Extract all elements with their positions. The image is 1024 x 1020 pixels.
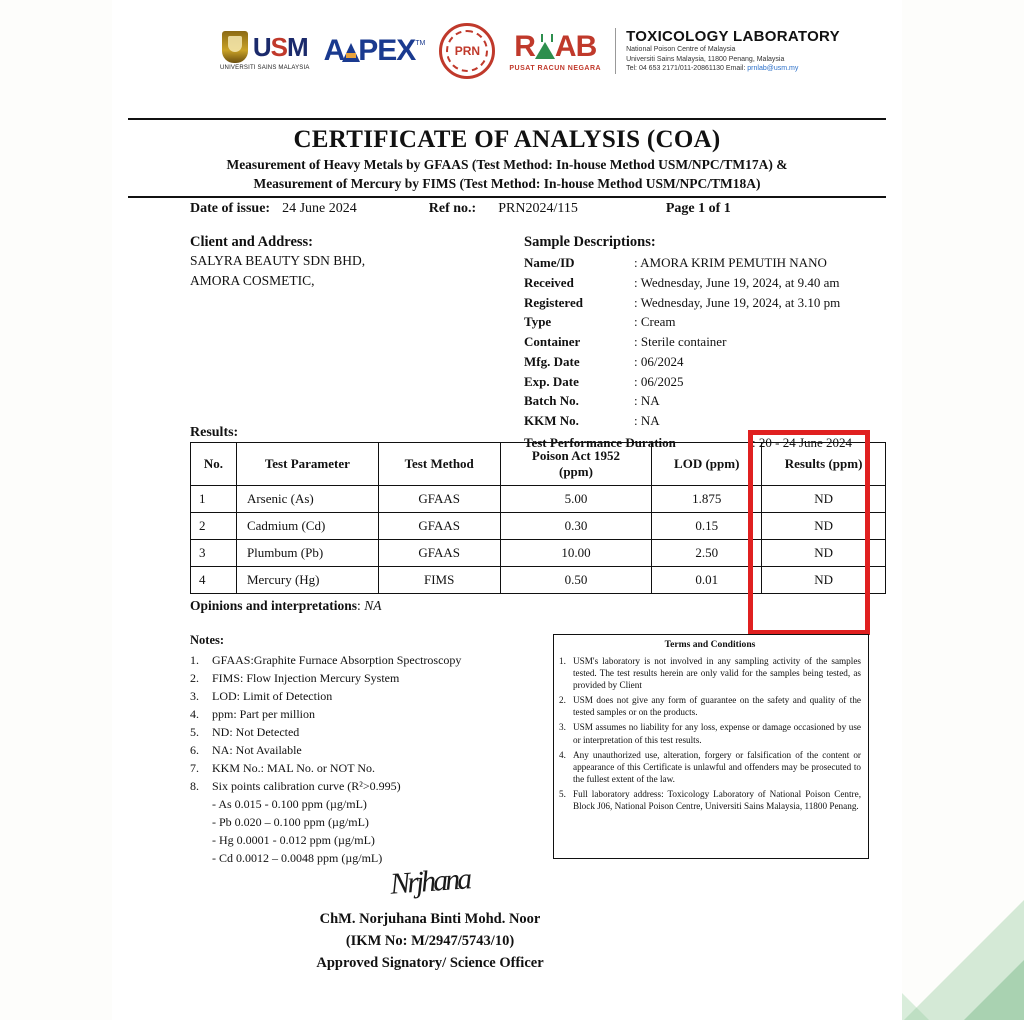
- note-item: [190, 777, 540, 795]
- sample-value: : NA: [634, 413, 660, 428]
- page-subtitle-line2: Measurement of Mercury by FIMS (Test Method: In-house Method USM/NPC/TM18A): [253, 176, 761, 192]
- opinions-label: Opinions and interpretations: [190, 598, 358, 613]
- note-number: 3.: [190, 689, 199, 703]
- terms-text: Full laboratory address: Toxicology Laboratory of National Poison Centre, Block J06, National Poison Centre, Universiti Sains Malaysia, 11800 Penang.: [573, 789, 861, 812]
- sample-key: Type: [524, 314, 552, 330]
- toxicology-lab-block: [615, 28, 840, 73]
- divider-mid: [128, 196, 886, 198]
- cell-parameter: Arsenic (As): [236, 486, 378, 513]
- col-no: No.: [191, 443, 237, 486]
- test-performance-duration-value: : 20 - 24 June 2024: [752, 434, 853, 450]
- toxicology-lab-line1: National Poison Centre of Malaysia: [626, 46, 736, 54]
- sample-key: Registered: [524, 294, 583, 310]
- signatory-role: Approved Signatory/ Science Officer: [316, 954, 544, 971]
- sample-key: Mfg. Date: [524, 353, 580, 369]
- terms-text: USM's laboratory is not involved in any sampling activity of the samples tested. The test results herein are only valid for the samples being tested, as provided by Client: [573, 655, 861, 690]
- cell-no: 1: [191, 486, 237, 513]
- cell-parameter: Mercury (Hg): [236, 567, 378, 594]
- terms-and-conditions-box: [553, 634, 869, 859]
- toxicology-lab-phone: Tel: 04 653 2171/011-20861130 Email:: [626, 65, 748, 73]
- opinions-row: [190, 598, 381, 614]
- sample-row: [524, 411, 884, 431]
- calibration-range-item: - As 0.015 - 0.100 ppm (µg/mL): [212, 797, 367, 811]
- apex-wordmark: [324, 34, 416, 68]
- sample-row: [524, 273, 884, 293]
- cell-lod: 0.01: [652, 567, 762, 594]
- rlab-letters-ab: AB: [554, 30, 597, 63]
- sample-value: : NA: [634, 393, 660, 409]
- cell-poison-act: 0.50: [500, 567, 652, 594]
- client-line2: AMORA COSMETIC,: [190, 272, 315, 288]
- note-text: NA: Not Available: [212, 743, 302, 757]
- note-number: 1.: [190, 653, 199, 667]
- terms-number: 3.: [559, 722, 566, 733]
- usm-subtitle: UNIVERSITI SAINS MALAYSIA: [220, 65, 310, 71]
- signatory-ikm-number: (IKM No: M/2947/5743/10): [345, 932, 515, 949]
- notes-block: [190, 633, 540, 867]
- cell-lod: 0.15: [652, 513, 762, 540]
- signature-block: [190, 862, 670, 974]
- usm-crest-icon: [222, 31, 248, 63]
- apex-trademark: TM: [415, 40, 426, 47]
- page-subtitle-line1: Measurement of Heavy Metals by GFAAS (Test Method: In-house Method USM/NPC/TM17A) &: [226, 157, 788, 172]
- sample-value: : Cream: [634, 314, 676, 330]
- note-item: [190, 723, 540, 741]
- note-text: LOD: Limit of Detection: [212, 689, 333, 703]
- col-lod: LOD (ppm): [652, 443, 762, 486]
- sample-value: : Sterile container: [634, 334, 727, 349]
- note-item: [190, 759, 540, 777]
- cell-method: FIMS: [378, 567, 500, 594]
- terms-text: USM assumes no liability for any loss, expense or damage occasioned by use or interpretation of this test results.: [573, 722, 861, 745]
- date-of-issue-label: Date of issue:: [190, 201, 271, 216]
- terms-number: 1.: [559, 655, 566, 666]
- prn-seal-icon: [439, 23, 495, 79]
- sample-key: Batch No.: [524, 393, 579, 409]
- client-line1: SALYRA BEAUTY SDN BHD,: [190, 253, 366, 268]
- test-performance-duration-label: Test Performance Duration: [524, 434, 676, 450]
- sample-key: Exp. Date: [524, 373, 579, 389]
- signature-mark: Nrjhana: [389, 862, 471, 901]
- rlab-logo: [509, 30, 601, 72]
- cell-method: GFAAS: [378, 486, 500, 513]
- sample-value: : AMORA KRIM PEMUTIH NANO: [634, 255, 827, 270]
- cell-no: 2: [191, 513, 237, 540]
- flask-icon: [534, 34, 556, 60]
- note-item: [190, 651, 540, 669]
- note-number: 4.: [190, 707, 199, 721]
- opinions-separator: :: [357, 598, 361, 613]
- results-label: Results:: [190, 425, 239, 440]
- terms-number: 2.: [559, 695, 566, 706]
- col-poison-act-line1: Poison Act 1952: [531, 448, 621, 463]
- col-test-method: Test Method: [378, 443, 500, 486]
- sample-key: Received: [524, 274, 574, 290]
- cell-no: 4: [191, 567, 237, 594]
- sample-key: KKM No.: [524, 413, 579, 428]
- letterhead: [112, 14, 902, 88]
- note-number: 5.: [190, 725, 199, 739]
- note-item: [190, 705, 540, 723]
- terms-text: USM does not give any form of guarantee on the safety and quality of the tested samples or on the products.: [573, 695, 861, 718]
- toxicology-lab-contact: [626, 64, 840, 73]
- note-item: [190, 669, 540, 687]
- sample-value: : Wednesday, June 19, 2024, at 3.10 pm: [634, 294, 841, 310]
- calibration-range-list: [212, 795, 540, 867]
- note-text: FIMS: Flow Injection Mercury System: [212, 671, 400, 685]
- sample-row: [524, 372, 884, 392]
- calibration-range-item: - Hg 0.0001 - 0.012 ppm (µg/mL): [212, 833, 375, 847]
- cell-lod: 2.50: [652, 540, 762, 567]
- terms-item: [559, 655, 861, 691]
- sample-descriptions-block: [524, 234, 884, 453]
- col-test-parameter: Test Parameter: [236, 443, 378, 486]
- note-text: ppm: Part per million: [212, 707, 315, 721]
- client-heading: Client and Address:: [190, 234, 314, 250]
- note-number: 8.: [190, 779, 199, 793]
- terms-item: [559, 749, 861, 785]
- client-block: [190, 234, 490, 290]
- cell-parameter: Plumbum (Pb): [236, 540, 378, 567]
- note-text: KKM No.: MAL No. or NOT No.: [212, 761, 375, 775]
- notes-heading: Notes:: [190, 633, 225, 647]
- cell-method: GFAAS: [378, 540, 500, 567]
- cell-parameter: Cadmium (Cd): [236, 513, 378, 540]
- sample-heading: Sample Descriptions:: [524, 234, 656, 250]
- toxicology-lab-line2: Universiti Sains Malaysia, 11800 Penang, Malaysia: [626, 55, 785, 63]
- toxicology-lab-email[interactable]: prnlab@usm.my: [747, 65, 799, 73]
- page-subtitle: [128, 155, 886, 193]
- sample-row: [524, 293, 884, 313]
- note-item: [190, 687, 540, 705]
- rlab-letter-r: R: [514, 30, 535, 63]
- toxicology-lab-title: TOXICOLOGY LABORATORY: [626, 28, 840, 46]
- date-of-issue-value: 24 June 2024: [282, 201, 357, 216]
- note-number: 7.: [190, 761, 199, 775]
- cell-lod: 1.875: [652, 486, 762, 513]
- signatory-name: ChM. Norjuhana Binti Mohd. Noor: [319, 911, 541, 927]
- note-text: GFAAS:Graphite Furnace Absorption Spectroscopy: [212, 653, 462, 667]
- apex-letter-a: A: [323, 34, 345, 67]
- cell-poison-act: 0.30: [500, 513, 652, 540]
- cell-no: 3: [191, 540, 237, 567]
- ref-no-label: Ref no.:: [428, 201, 477, 216]
- sample-row: [524, 312, 884, 332]
- calibration-range-item: - Pb 0.020 – 0.100 ppm (µg/mL): [212, 815, 369, 829]
- terms-text: Any unauthorized use, alteration, forgery or falsification of the content or appearance of this Certificate is unlawful and offenders may be prosecuted to the fullest extent of the law.: [573, 749, 861, 784]
- cell-result: ND: [762, 567, 886, 594]
- results-column-highlight-box: [748, 430, 870, 635]
- col-poison-act: [500, 443, 652, 486]
- prn-label: PRN: [454, 44, 481, 58]
- cell-result: ND: [762, 486, 886, 513]
- opinions-value: NA: [364, 598, 382, 613]
- terms-heading: Terms and Conditions: [664, 639, 756, 650]
- page-number: Page 1 of 1: [665, 201, 731, 216]
- terms-number: 5.: [559, 789, 566, 800]
- sample-key: Container: [524, 334, 581, 349]
- issue-row: [190, 201, 890, 217]
- note-text: ND: Not Detected: [212, 725, 300, 739]
- sample-row: [524, 352, 884, 372]
- sample-value: : 06/2025: [634, 373, 684, 389]
- rlab-subtitle: PUSAT RACUN NEGARA: [509, 65, 602, 72]
- cell-result: ND: [762, 513, 886, 540]
- usm-logo: [220, 31, 310, 71]
- note-text: Six points calibration curve (R²>0.995): [212, 779, 401, 793]
- sample-key: Name/ID: [524, 255, 575, 270]
- terms-item: [559, 788, 861, 812]
- cell-poison-act: 10.00: [500, 540, 652, 567]
- calibration-range-item: - Cd 0.0012 – 0.0048 ppm (µg/mL): [212, 851, 383, 865]
- sample-row: [524, 332, 884, 352]
- decorative-triangle-3: [964, 960, 1024, 1020]
- terms-item: [559, 694, 861, 718]
- sample-row: [524, 391, 884, 411]
- ref-no-value: PRN2024/115: [498, 201, 578, 216]
- apex-logo: [324, 34, 426, 68]
- terms-number: 4.: [559, 749, 566, 760]
- rlab-wordmark: [514, 30, 596, 64]
- apex-triangle-icon: [342, 43, 360, 62]
- terms-item: [559, 721, 861, 745]
- note-number: 6.: [190, 743, 199, 757]
- cell-poison-act: 5.00: [500, 486, 652, 513]
- usm-wordmark: USM: [252, 31, 308, 62]
- cell-method: GFAAS: [378, 513, 500, 540]
- col-poison-act-line2: (ppm): [558, 464, 593, 479]
- sample-row: [524, 253, 884, 273]
- cell-result: ND: [762, 540, 886, 567]
- sample-value: : Wednesday, June 19, 2024, at 9.40 am: [634, 274, 840, 290]
- sample-value: : 06/2024: [634, 353, 684, 369]
- apex-letters-pex: PEX: [358, 34, 416, 67]
- note-number: 2.: [190, 671, 199, 685]
- col-results: Results (ppm): [762, 443, 886, 486]
- note-item: [190, 741, 540, 759]
- page-title: CERTIFICATE OF ANALYSIS (COA): [293, 126, 721, 153]
- divider-top: [128, 118, 886, 120]
